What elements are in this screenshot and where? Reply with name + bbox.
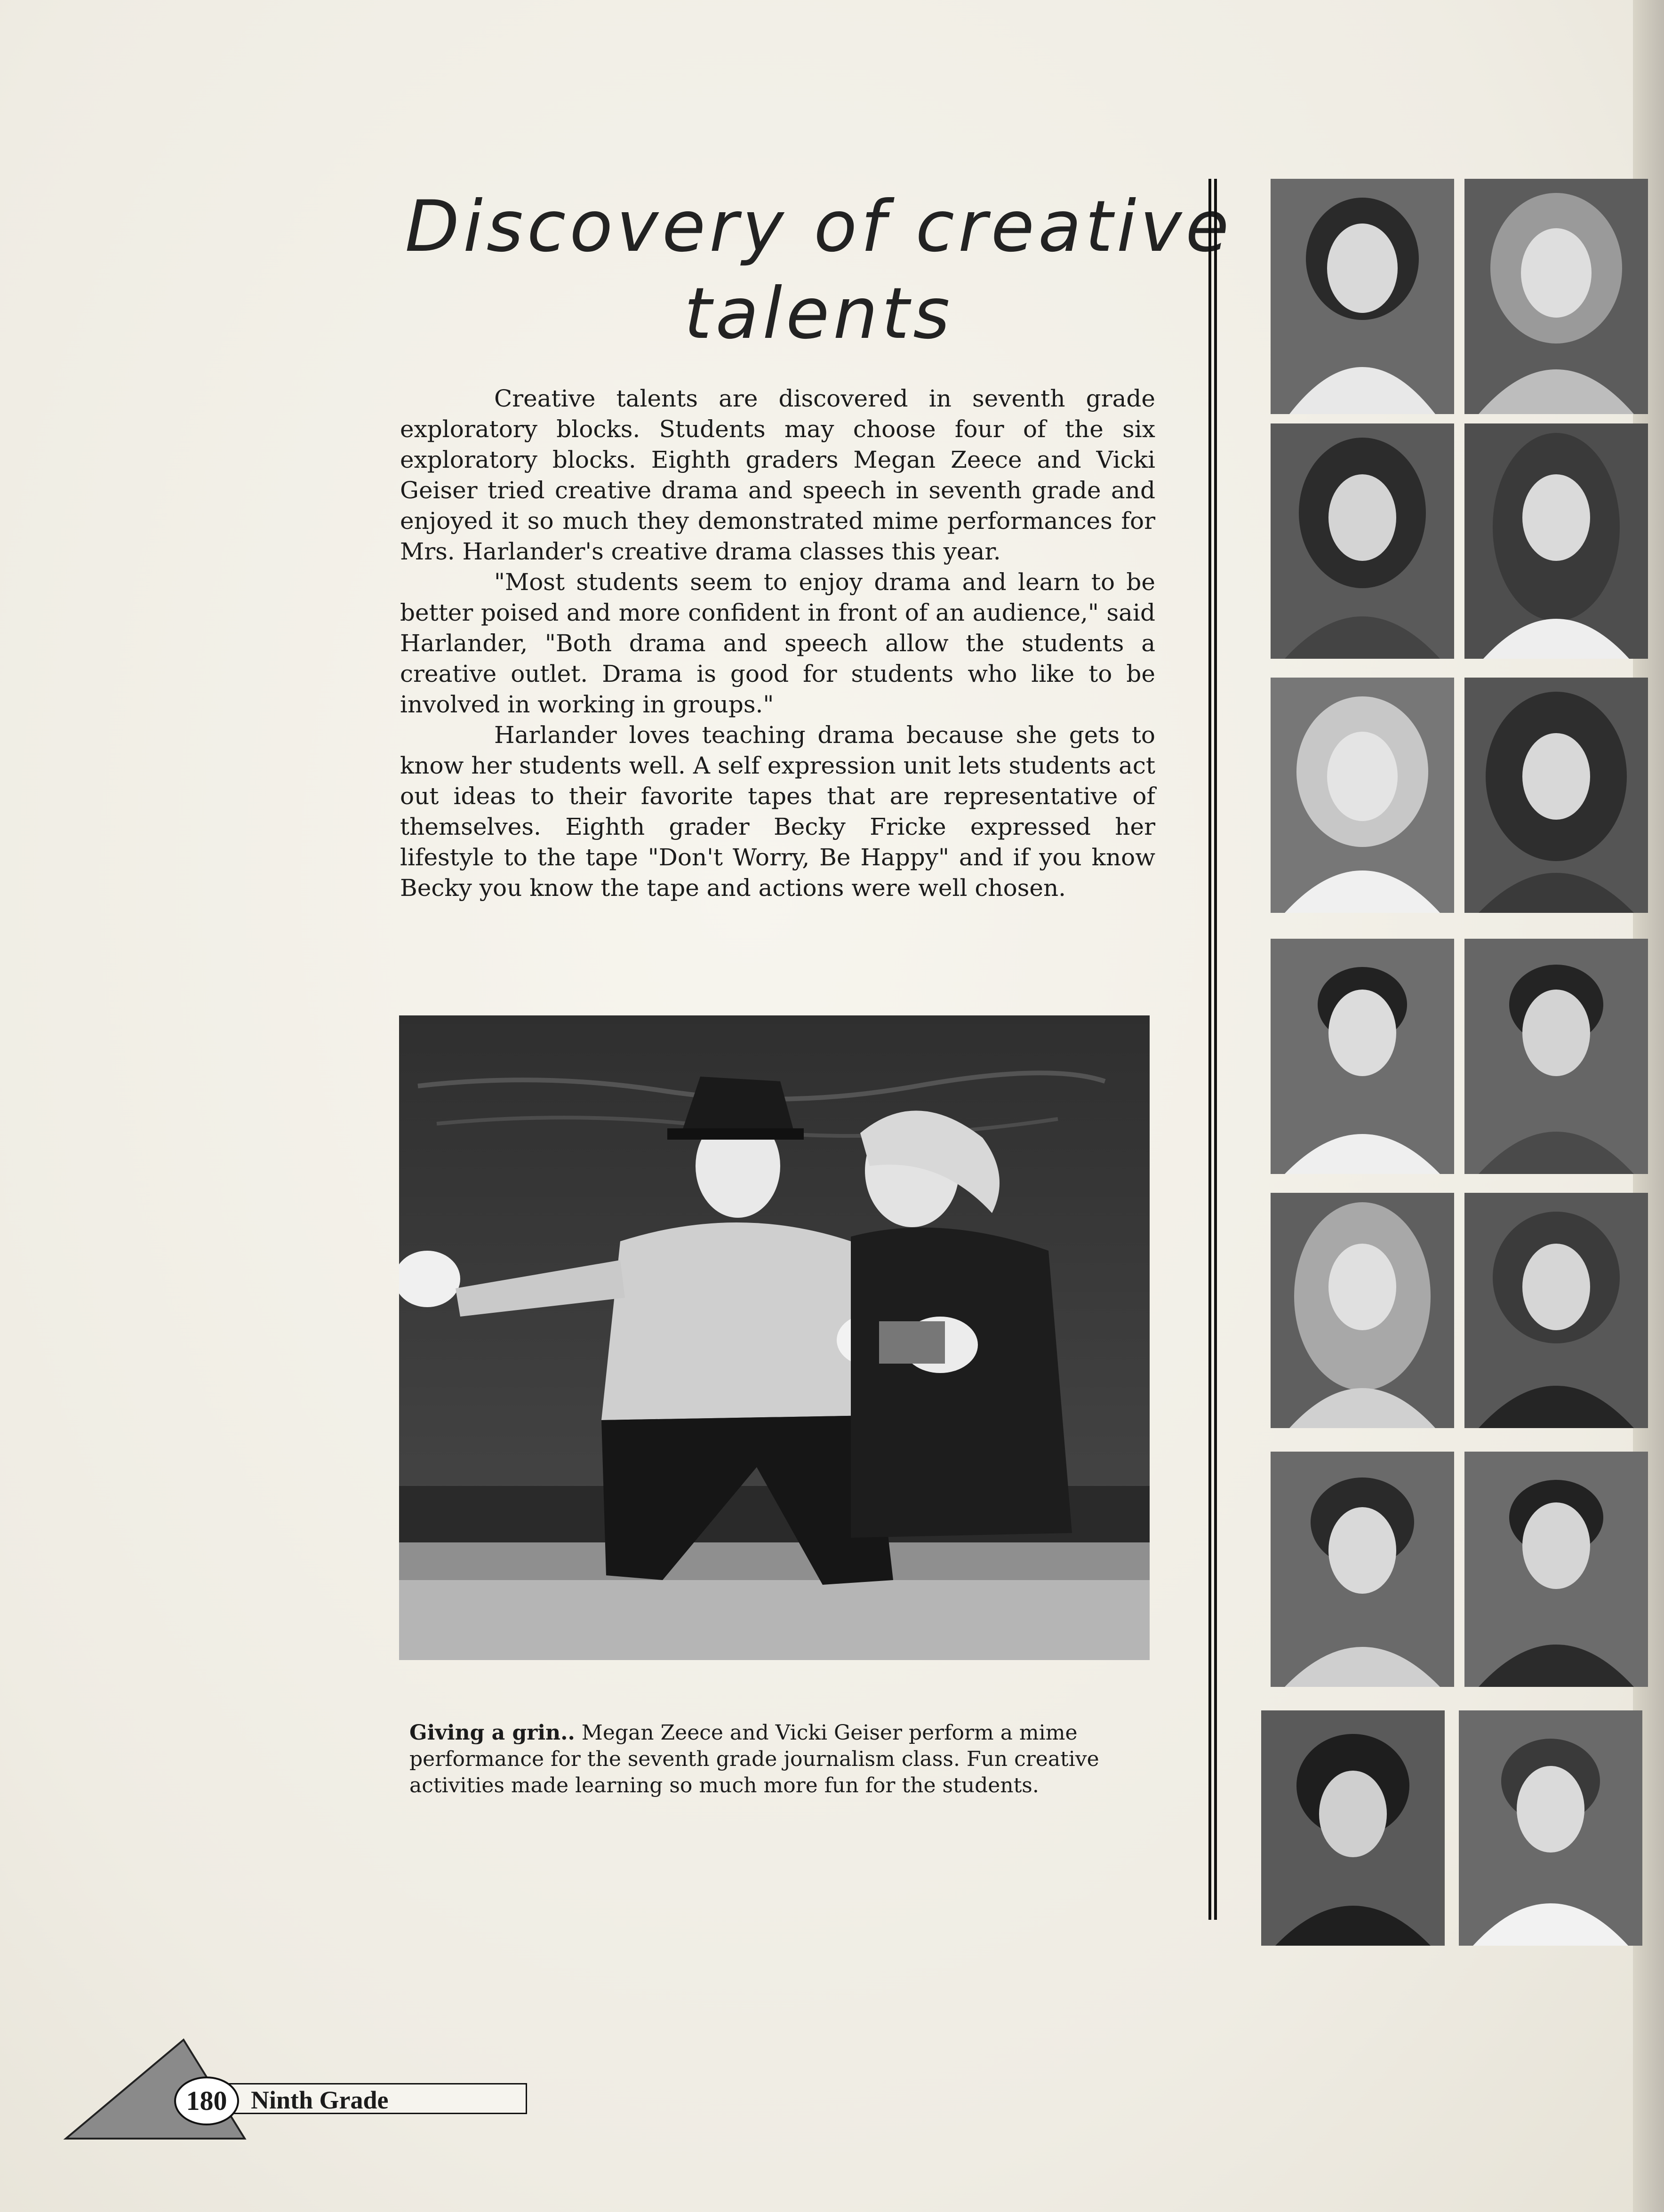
student-portrait [1271, 1193, 1454, 1428]
headline-line-2: talents [684, 273, 954, 355]
student-portrait [1459, 1710, 1642, 1946]
student-portrait [1271, 423, 1454, 659]
article-paragraph: Creative talents are discovered in seventh grade exploratory blocks. Students may choose four of the six exploratory blocks. Eighth graders Megan Zeece and Vicki Geiser tried creative drama and speech in seventh grade and enjoyed it so much they demonstrated mime performances for Mrs. Harlander's creative drama classes this year. [400, 385, 1155, 565]
student-portrait [1464, 939, 1648, 1174]
caption-text: Megan Zeece and Vicki Geiser perform a mime performance for the seventh grade journalism class. Fun creative activities made learning so much more fun for the students. [409, 1721, 1099, 1797]
student-portrait [1261, 1710, 1445, 1946]
student-portrait [1464, 1193, 1648, 1428]
headline-line-1: Discovery of creative [405, 186, 1233, 268]
article-paragraph: "Most students seem to enjoy drama and learn to be better poised and more confident in front of an audience," said Harlander, "Both drama and speech allow the students a creative outlet. Drama is good for students who like to be involved in working in groups." [400, 568, 1155, 718]
student-portrait [1271, 939, 1454, 1174]
student-portrait [1271, 678, 1454, 913]
column-divider [1208, 179, 1217, 1920]
article-paragraph: Harlander loves teaching drama because she gets to know her students well. A self expression unit lets students act out ideas to their favorite tapes that are representative of themselves. Eighth grader Becky Fricke expressed her lifestyle to the tape "Don't Worry, Be Happy" and if you know Becky you know the tape and actions were well chosen. [400, 721, 1155, 902]
student-portrait [1464, 678, 1648, 913]
student-portrait [1271, 1452, 1454, 1687]
page-number: 180 [174, 2076, 239, 2125]
headline [358, 184, 1280, 358]
photo-caption [409, 1720, 1153, 1799]
article-body [400, 383, 1155, 903]
student-portrait [1464, 1452, 1648, 1687]
mime-performance-photo [399, 1015, 1150, 1660]
caption-lead: Giving a grin.. [409, 1721, 575, 1745]
student-portrait [1271, 179, 1454, 414]
student-portrait [1464, 179, 1648, 414]
student-portrait [1464, 423, 1648, 659]
section-label: Ninth Grade [188, 2083, 527, 2114]
page-footer [56, 2026, 480, 2143]
